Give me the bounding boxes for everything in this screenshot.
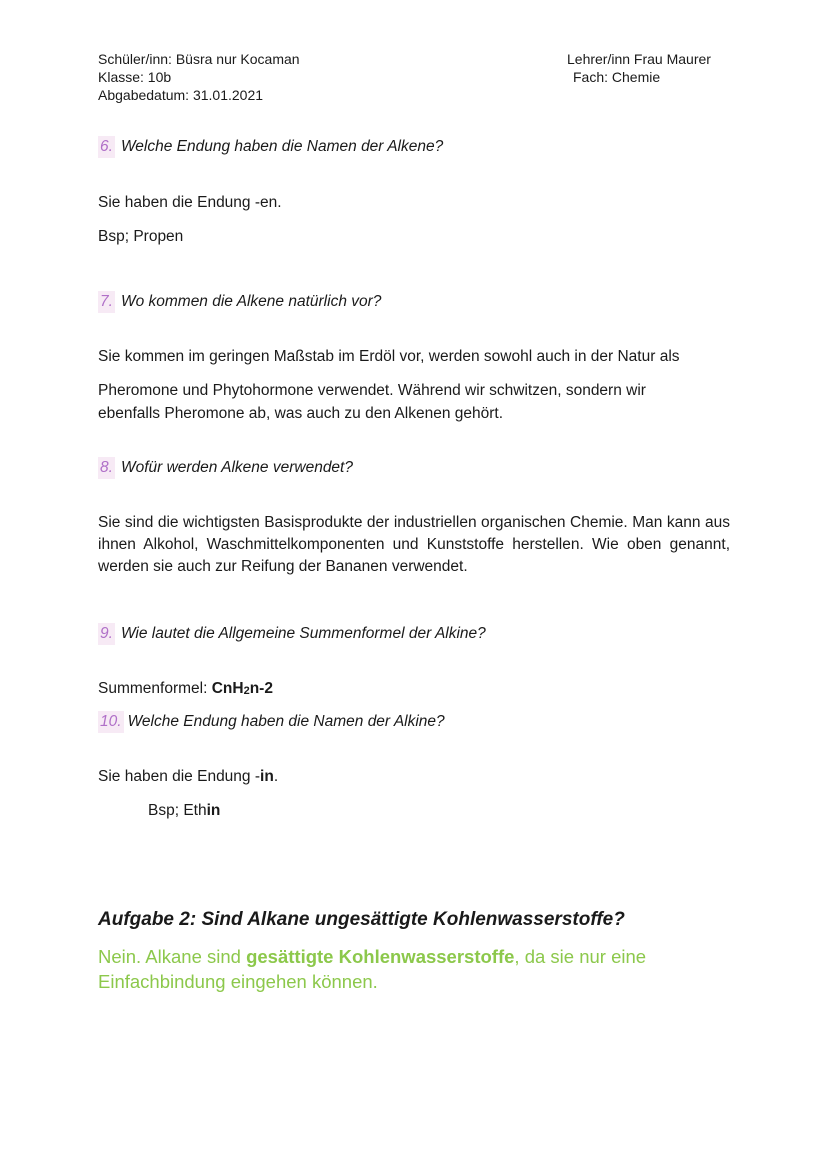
- answer-7-line-1: Sie kommen im geringen Maßstab im Erdöl vor, werden sowohl auch in der Natur als: [98, 348, 680, 365]
- question-10: [98, 712, 445, 732]
- question-6: [98, 137, 443, 157]
- formula-part-b: n-2: [249, 680, 273, 697]
- question-text: Welche Endung haben die Namen der Alkene?: [120, 138, 444, 155]
- question-text: Welche Endung haben die Namen der Alkine?: [127, 713, 445, 730]
- answer-10: [98, 766, 278, 788]
- answer-10-bold: in: [260, 768, 274, 785]
- subject-label: Fach: Chemie: [573, 69, 661, 85]
- task-2-answer-line-2: Einfachbindung eingehen können.: [98, 971, 378, 992]
- question-number: 8.: [98, 457, 115, 479]
- header-right: [567, 50, 711, 86]
- answer-7-line-3: ebenfalls Pheromone ab, was auch zu den Alkenen gehört.: [98, 405, 503, 422]
- question-9: [98, 624, 486, 644]
- answer-6-example: Bsp; Propen: [98, 228, 184, 245]
- task-2-answer-bold: gesättigte Kohlenwasserstoffe: [246, 946, 515, 967]
- question-number: 6.: [98, 136, 115, 158]
- example-prefix: Bsp; Eth: [148, 802, 207, 819]
- task-2-title: Aufgabe 2: Sind Alkane ungesättigte Kohlenwasserstoffe?: [98, 909, 625, 930]
- question-number: 7.: [98, 291, 115, 313]
- student-name: Schüler/inn: Büsra nur Kocaman: [98, 51, 300, 67]
- question-text: Wie lautet die Allgemeine Summenformel der Alkine?: [120, 625, 486, 642]
- formula-subscript: 2: [243, 685, 250, 697]
- task-2-answer-prefix: Nein. Alkane sind: [98, 946, 247, 967]
- formula-part-a: CnH: [211, 680, 244, 697]
- question-text: Wo kommen die Alkene natürlich vor?: [120, 293, 382, 310]
- answer-9: [98, 678, 273, 702]
- formula-label: Summenformel:: [98, 680, 212, 697]
- question-text: Wofür werden Alkene verwendet?: [120, 459, 353, 476]
- due-date: Abgabedatum: 31.01.2021: [98, 87, 264, 103]
- question-number: 10.: [98, 711, 124, 733]
- task-2-answer: [98, 944, 738, 994]
- answer-8: Sie sind die wichtigsten Basisprodukte der industriellen organischen Chemie. Man kann aus ihnen Alkohol, Waschmittelkomponenten und Kunststoffe herstellen. Wie oben genannt, werden sie auch zur Reifung der Bananen verwendet.: [98, 514, 730, 575]
- answer-7-line-2: Pheromone und Phytohormone verwendet. Während wir schwitzen, sondern wir: [98, 382, 646, 399]
- task-2-answer-line-1: [98, 944, 738, 969]
- answer-6-line-1: Sie haben die Endung -en.: [98, 194, 282, 211]
- example-bold: in: [206, 802, 221, 819]
- teacher-name: Lehrer/inn Frau Maurer: [567, 51, 711, 67]
- class-label: Klasse: 10b: [98, 69, 172, 85]
- answer-10-suffix: .: [273, 768, 279, 785]
- answer-10-example: [148, 800, 220, 822]
- task-2-answer-suffix: , da sie nur eine: [514, 946, 647, 967]
- question-number: 9.: [98, 623, 115, 645]
- question-8: [98, 458, 353, 478]
- answer-10-prefix: Sie haben die Endung -: [98, 768, 261, 785]
- header-left: [98, 50, 300, 104]
- question-7: [98, 292, 381, 312]
